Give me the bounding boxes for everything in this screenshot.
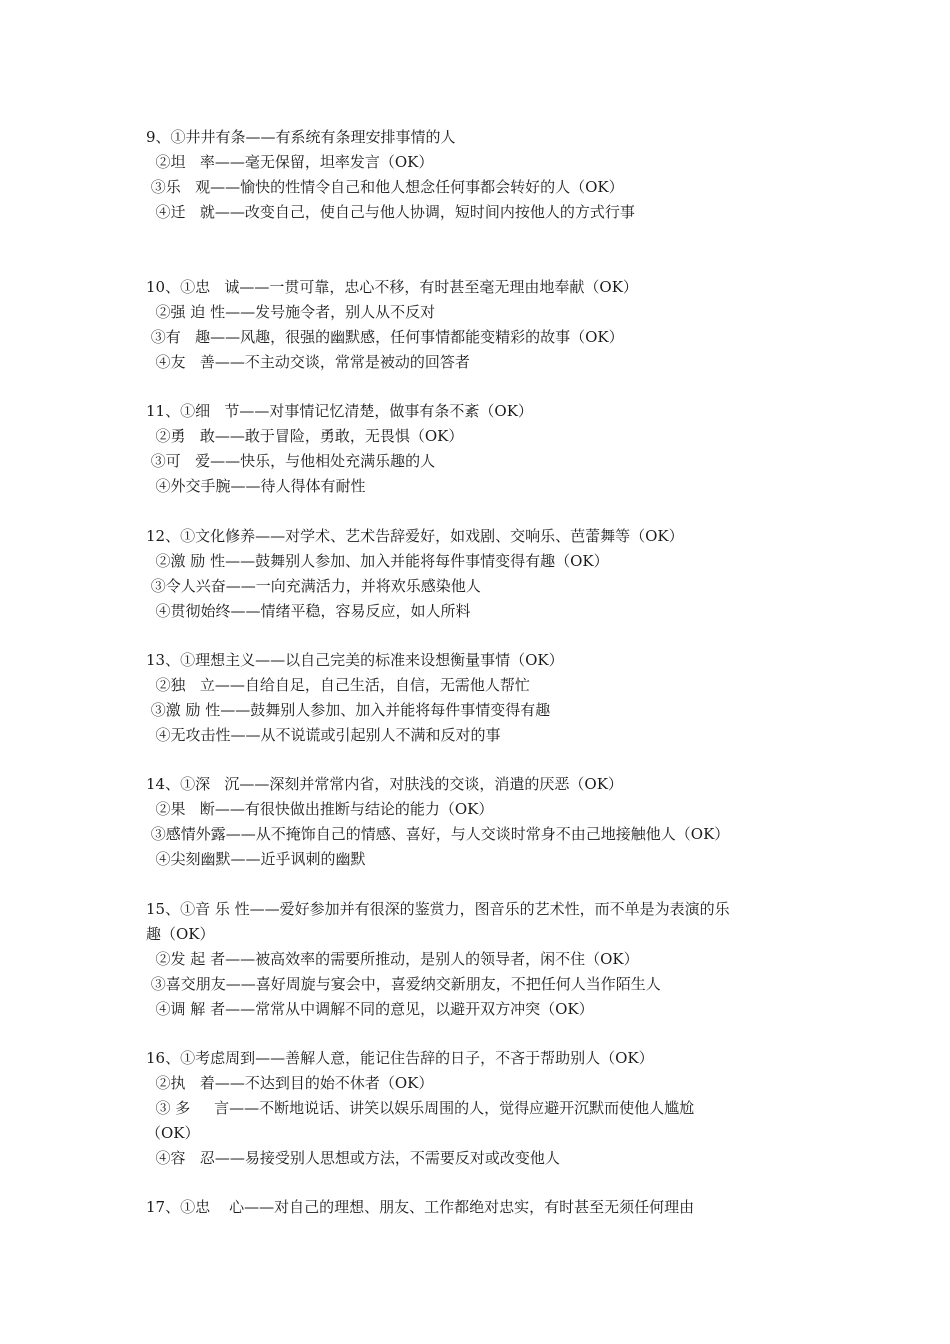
item-12-option-1: 12、①文化修养——对学术、艺术告辞爱好，如戏剧、交响乐、芭蕾舞等（OK） [146,527,684,545]
item-14-option-2: ②果 断——有很快做出推断与结论的能力（OK） [146,800,494,818]
item-13-option-1: 13、①理想主义——以自己完美的标准来设想衡量事情（OK） [146,651,564,669]
item-9-option-4: ④迁 就——改变自己，使自己与他人协调，短时间内按他人的方式行事 [146,203,635,221]
item-16-option-3: ③ 多 言——不断地说话、讲笑以娱乐周围的人，觉得应避开沉默而使他人尴尬 [146,1099,695,1117]
item-11-option-2: ②勇 敢——敢于冒险，勇敢，无畏惧（OK） [146,427,464,445]
item-15-option-1: 15、①音 乐 性——爱好参加并有很深的鉴赏力，图音乐的艺术性，而不单是为表演的乐 [146,900,730,918]
item-10-option-1: 10、①忠 诚——一贯可靠，忠心不移，有时甚至毫无理由地奉献（OK） [146,278,638,296]
item-10-option-3: ③有 趣——风趣，很强的幽默感，任何事情都能变精彩的故事（OK） [146,328,624,346]
item-13-option-2: ②独 立——自给自足，自己生活，自信，无需他人帮忙 [146,676,530,694]
item-16-option-3-continued: （OK） [146,1124,200,1142]
item-17-option-1: 17、①忠 心——对自己的理想、朋友、工作都绝对忠实，有时甚至无须任何理由 [146,1198,695,1216]
item-11-option-1: 11、①细 节——对事情记忆清楚，做事有条不紊（OK） [146,402,533,420]
item-15-option-4: ④调 解 者——常常从中调解不同的意见，以避开双方冲突（OK） [146,1000,594,1018]
item-13-option-3: ③激 励 性——鼓舞别人参加、加入并能将每件事情变得有趣 [146,701,551,719]
item-15-option-3: ③喜交朋友——喜好周旋与宴会中，喜爱纳交新朋友，不把任何人当作陌生人 [146,975,661,993]
item-9-option-2: ②坦 率——毫无保留，坦率发言（OK） [146,153,434,171]
item-12-option-4: ④贯彻始终——情绪平稳，容易反应，如人所料 [146,602,471,620]
item-10-option-2: ②强 迫 性——发号施令者，别人从不反对 [146,303,436,321]
item-16-option-4: ④容 忍——易接受别人思想或方法，不需要反对或改变他人 [146,1149,560,1167]
item-12-option-3: ③令人兴奋——一向充满活力，并将欢乐感染他人 [146,577,481,595]
item-10-option-4: ④友 善——不主动交谈，常常是被动的回答者 [146,353,470,371]
item-13-option-4: ④无攻击性——从不说谎或引起别人不满和反对的事 [146,726,501,744]
item-14-option-3: ③感情外露——从不掩饰自己的情感、喜好，与人交谈时常身不由己地接触他人（OK） [146,825,730,843]
item-16-option-1: 16、①考虑周到——善解人意，能记住告辞的日子，不吝于帮助别人（OK） [146,1049,654,1067]
item-11-option-4: ④外交手腕——待人得体有耐性 [146,477,366,495]
item-15-option-2: ②发 起 者——被高效率的需要所推动，是别人的领导者，闲不住（OK） [146,950,639,968]
item-14-option-4: ④尖刻幽默——近乎讽刺的幽默 [146,850,366,868]
item-14-option-1: 14、①深 沉——深刻并常常内省，对肤浅的交谈，消遣的厌恶（OK） [146,775,623,793]
item-11-option-3: ③可 爱——快乐，与他相处充满乐趣的人 [146,452,436,470]
item-15-option-1-continued: 趣（OK） [146,925,215,943]
item-16-option-2: ②执 着——不达到目的始不休者（OK） [146,1074,434,1092]
item-9-option-1: 9、①井井有条——有系统有条理安排事情的人 [146,128,456,146]
item-12-option-2: ②激 励 性——鼓舞别人参加、加入并能将每件事情变得有趣（OK） [146,552,609,570]
item-9-option-3: ③乐 观——愉快的性情令自己和他人想念任何事都会转好的人（OK） [146,178,624,196]
